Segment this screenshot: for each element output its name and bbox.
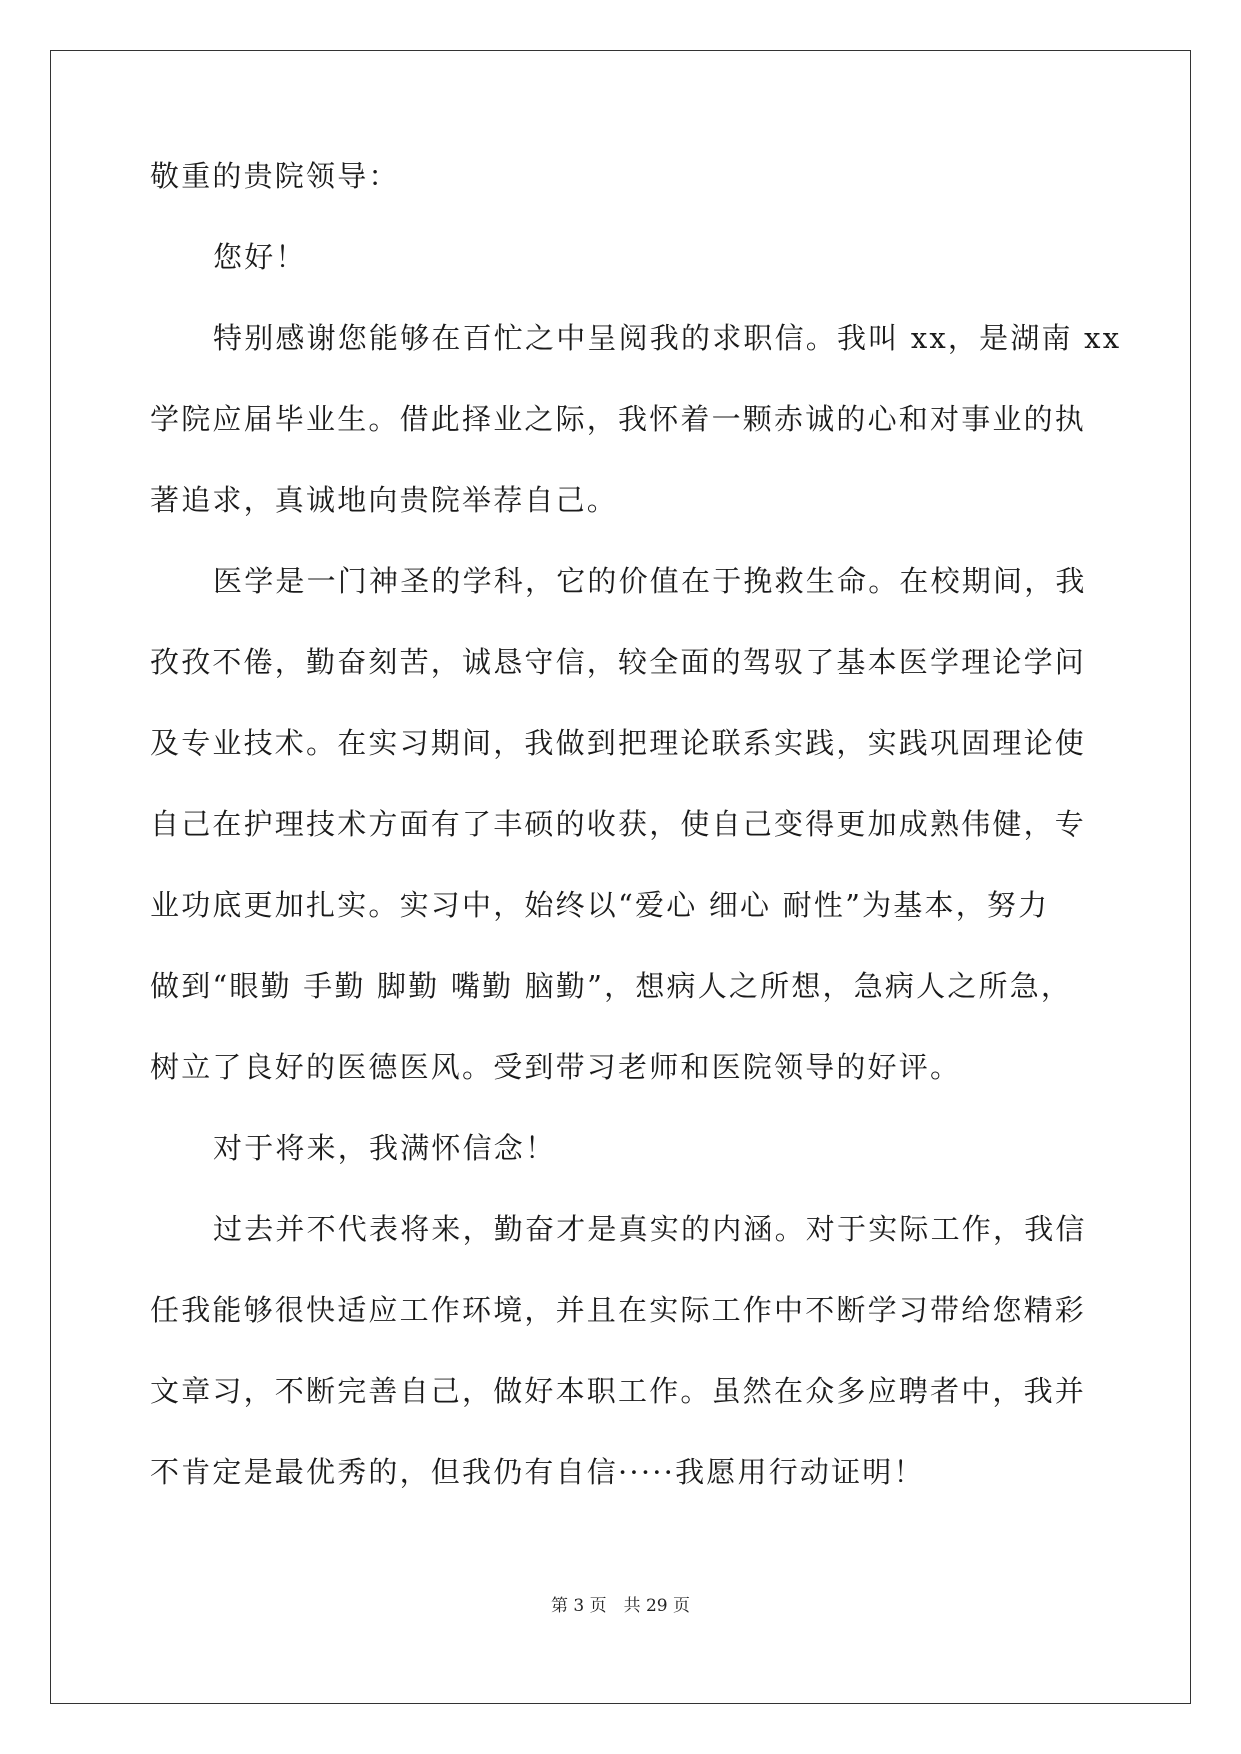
text-line: 孜孜不倦，勤奋刻苦，诚恳守信，较全面的驾驭了基本医学理论学问 (150, 645, 1087, 679)
text-line: 文章习，不断完善自己，做好本职工作。虽然在众多应聘者中，我并 (150, 1374, 1087, 1408)
page-number-footer: 第 3 页 共 29 页 (550, 1596, 691, 1616)
greeting-line: 您好！ (213, 240, 307, 274)
text-line: 著追求，真诚地向贵院举荐自己。 (150, 483, 619, 517)
letter-body (150, 159, 1122, 1537)
text-line: 树立了良好的医德医风。受到带习老师和医院领导的好评。 (150, 1050, 962, 1084)
text-line: 业功底更加扎实。实习中，始终以“爱心 细心 耐性”为基本，努力 (150, 888, 1050, 922)
text-line: 不肯定是最优秀的，但我仍有自信·····我愿用行动证明！ (150, 1455, 925, 1489)
text-line: 任我能够很快适应工作环境，并且在实际工作中不断学习带给您精彩 (150, 1293, 1087, 1327)
text-line: 自己在护理技术方面有了丰硕的收获，使自己变得更加成熟伟健，专 (150, 807, 1087, 841)
text-line: 学院应届毕业生。借此择业之际，我怀着一颗赤诚的心和对事业的执 (150, 402, 1087, 436)
text-line: 对于将来，我满怀信念！ (213, 1131, 557, 1165)
salutation-line: 敬重的贵院领导： (150, 159, 400, 193)
text-line: 做到“眼勤 手勤 脚勤 嘴勤 脑勤”，想病人之所想，急病人之所急， (150, 969, 1073, 1003)
text-line: 过去并不代表将来，勤奋才是真实的内涵。对于实际工作，我信 (213, 1212, 1087, 1246)
text-line: 特别感谢您能够在百忙之中呈阅我的求职信。我叫 xx，是湖南 xx (213, 321, 1122, 355)
text-line: 及专业技术。在实习期间，我做到把理论联系实践，实践巩固理论使 (150, 726, 1087, 760)
text-line: 医学是一门神圣的学科，它的价值在于挽救生命。在校期间，我 (213, 564, 1087, 598)
